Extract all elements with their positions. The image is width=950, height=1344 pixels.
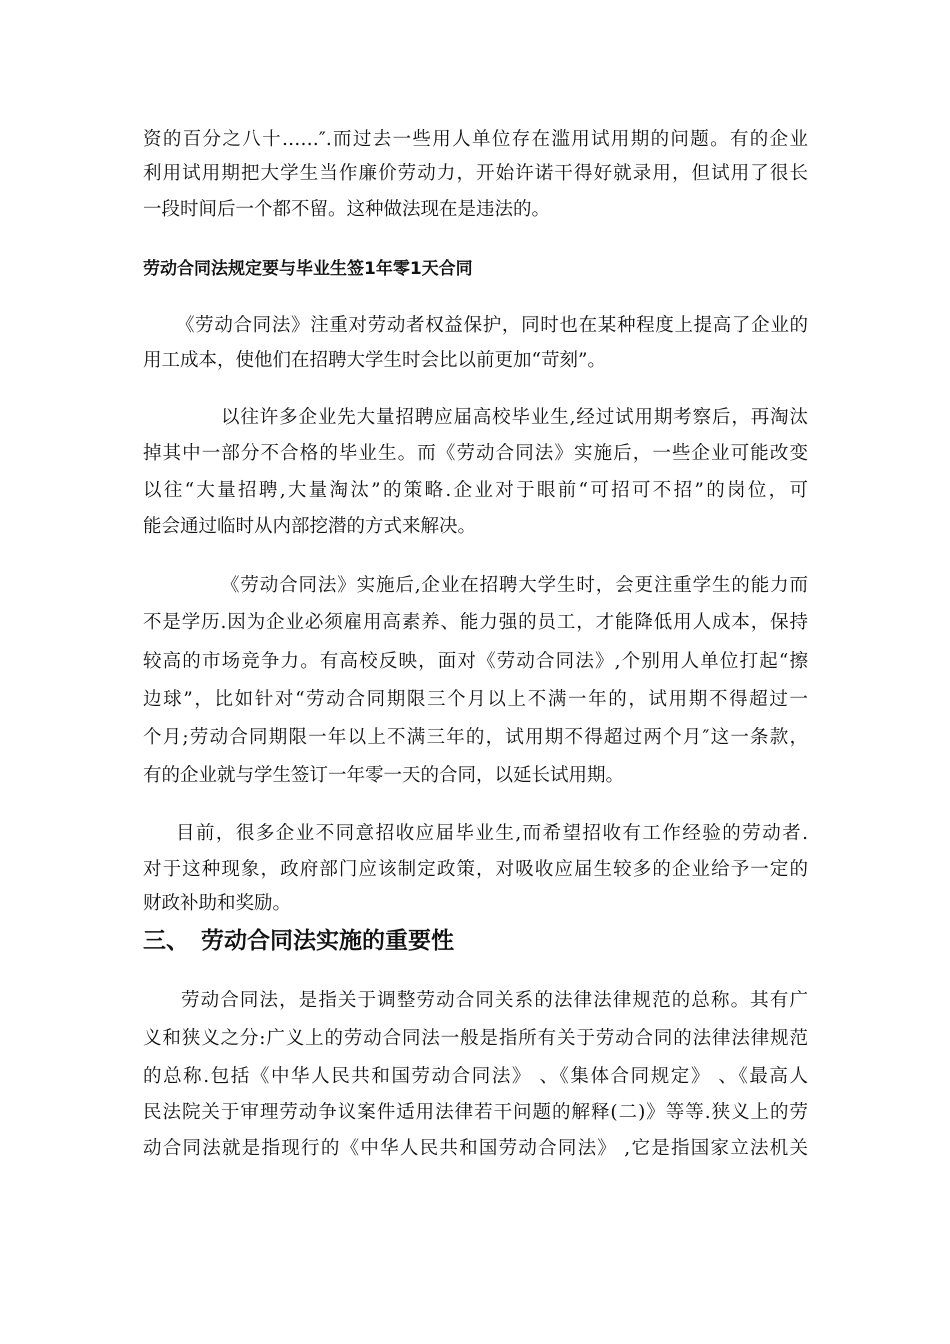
paragraph-6-line-1: 劳动合同法，是指关于调整劳动合同关系的法律法律规范的总称。其有广	[181, 990, 808, 1011]
paragraph-3-line-2: 掉其中一部分不合格的毕业生。而《劳动合同法》实施后，一些企业可能改变	[143, 443, 808, 464]
paragraph-5-line-2: 对于这种现象，政府部门应该制定政策，对吸收应届生较多的企业给予一定的	[143, 859, 808, 880]
paragraph-6-line-3: 的总称.包括《中华人民共和国劳动合同法》 、《集体合同规定》 、《最高人	[143, 1066, 808, 1087]
paragraph-4-line-3: 较高的市场竞争力。有高校反映，面对《劳动合同法》,个别用人单位打起“擦	[143, 651, 808, 672]
paragraph-5-line-1: 目前，很多企业不同意招收应届毕业生,而希望招收有工作经验的劳动者.	[176, 823, 808, 844]
paragraph-1-line-2: 利用试用期把大学生当作廉价劳动力，开始许诺干得好就录用，但试用了很长	[143, 163, 808, 184]
section-heading	[143, 921, 808, 961]
paragraph-1-line-1: 资的百分之八十……″.而过去一些用人单位存在滥用试用期的问题。有的企业	[143, 129, 808, 150]
paragraph-3-line-4: 能会通过临时从内部挖潜的方式来解决。	[143, 516, 477, 537]
paragraph-6-line-5: 动合同法就是指现行的《中华人民共和国劳动合同法》 ,它是指国家立法机关	[143, 1138, 808, 1159]
paragraph-3-line-1: 以往许多企业先大量招聘应届高校毕业生,经过试用期考察后，再淘汰	[221, 407, 808, 428]
paragraph-1-line-3: 一段时间后一个都不留。这种做法现在是违法的。	[143, 199, 551, 220]
section-number: 三、	[143, 928, 189, 954]
paragraph-2-line-1: 《劳动合同法》注重对劳动者权益保护，同时也在某种程度上提高了企业的	[176, 315, 808, 336]
paragraph-4-line-4: 边球”，比如针对“劳动合同期限三个月以上不满一年的，试用期不得超过一	[143, 689, 808, 710]
paragraph-3-line-3: 以往“大量招聘,大量淘汰”的策略.企业对于眼前“可招可不招”的岗位，可	[143, 480, 808, 501]
paragraph-4-line-5: 个月;劳动合同期限一年以上不满三年的，试用期不得超过两个月″这一条款，	[143, 727, 808, 748]
paragraph-4-line-2: 不是学历.因为企业必须雇用高素养、能力强的员工，才能降低用人成本，保持	[143, 612, 808, 633]
section-title: 劳动合同法实施的重要性	[201, 928, 454, 954]
paragraph-4-line-6: 有的企业就与学生签订一年零一天的合同，以延长试用期。	[143, 765, 625, 786]
paragraph-2-line-2: 用工成本，使他们在招聘大学生时会比以前更加“苛刻”。	[143, 350, 606, 371]
paragraph-6-line-2: 义和狭义之分:广义上的劳动合同法一般是指所有关于劳动合同的法律法律规范	[143, 1028, 808, 1049]
paragraph-4-line-1: 《劳动合同法》实施后,企业在招聘大学生时，会更注重学生的能力而	[221, 575, 808, 596]
subheading: 劳动合同法规定要与毕业生签1年零1天合同	[143, 259, 473, 279]
paragraph-6-line-4: 民法院关于审理劳动争议案件适用法律若干问题的解释(二)》等等.狭义上的劳	[143, 1102, 808, 1123]
paragraph-5-line-3: 财政补助和奖励。	[143, 893, 292, 914]
